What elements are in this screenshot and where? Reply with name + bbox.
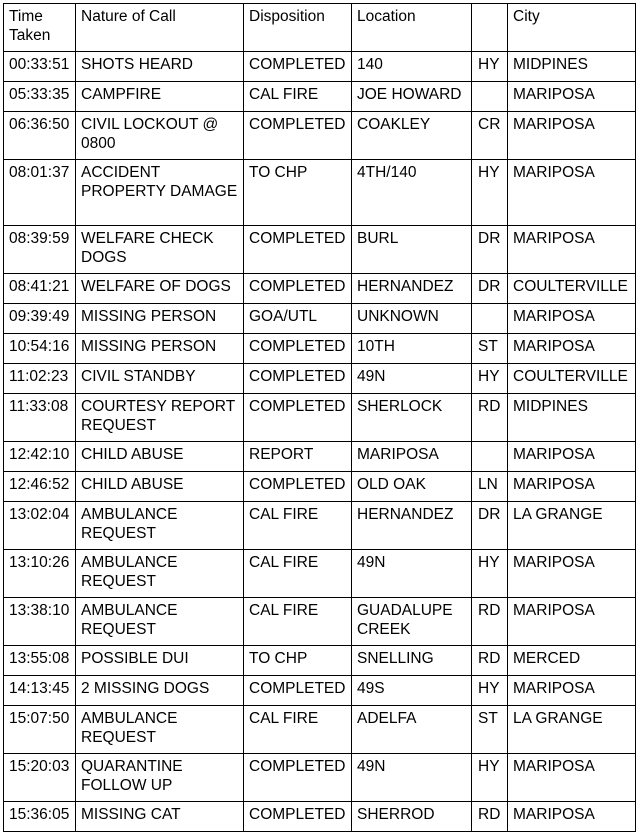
table-row — [4, 676, 636, 706]
disposition-cell: COMPLETED — [244, 274, 352, 304]
city-cell: LA GRANGE — [508, 502, 636, 550]
header-nature-of-call: Nature of Call — [76, 4, 244, 52]
nature-of-call-cell: AMBULANCE REQUEST — [76, 550, 244, 598]
time-cell: 15:20:03 — [4, 754, 76, 802]
city-cell: MARIPOSA — [508, 472, 636, 502]
street-suffix-cell: CR — [472, 112, 508, 160]
table-row — [4, 598, 636, 646]
table-row — [4, 52, 636, 82]
time-cell: 13:10:26 — [4, 550, 76, 598]
time-cell: 12:42:10 — [4, 442, 76, 472]
street-suffix-cell: HY — [472, 364, 508, 394]
nature-of-call-cell: ACCIDENT PROPERTY DAMAGE — [76, 160, 244, 226]
time-cell: 05:33:35 — [4, 82, 76, 112]
table-row — [4, 646, 636, 676]
nature-of-call-cell: COURTESY REPORT REQUEST — [76, 394, 244, 442]
street-suffix-cell: HY — [472, 676, 508, 706]
nature-of-call-cell: CIVIL STANDBY — [76, 364, 244, 394]
location-cell: HERNANDEZ — [352, 274, 472, 304]
street-suffix-cell: RD — [472, 598, 508, 646]
street-suffix-cell: LN — [472, 472, 508, 502]
call-log-table — [3, 3, 636, 832]
time-cell: 06:36:50 — [4, 112, 76, 160]
location-cell: SNELLING — [352, 646, 472, 676]
location-cell: 49N — [352, 550, 472, 598]
street-suffix-cell: HY — [472, 754, 508, 802]
disposition-cell: COMPLETED — [244, 394, 352, 442]
location-cell: 10TH — [352, 334, 472, 364]
header-disposition: Disposition — [244, 4, 352, 52]
disposition-cell: GOA/UTL — [244, 304, 352, 334]
time-cell: 11:02:23 — [4, 364, 76, 394]
city-cell: MARIPOSA — [508, 598, 636, 646]
disposition-cell: REPORT — [244, 442, 352, 472]
city-cell: MERCED — [508, 646, 636, 676]
street-suffix-cell: DR — [472, 226, 508, 274]
street-suffix-cell: ST — [472, 334, 508, 364]
disposition-cell: CAL FIRE — [244, 550, 352, 598]
table-row — [4, 304, 636, 334]
location-cell: 4TH/140 — [352, 160, 472, 226]
city-cell: LA GRANGE — [508, 706, 636, 754]
location-cell: BURL — [352, 226, 472, 274]
table-row — [4, 82, 636, 112]
time-cell: 15:07:50 — [4, 706, 76, 754]
location-cell: JOE HOWARD — [352, 82, 472, 112]
city-cell: MIDPINES — [508, 52, 636, 82]
disposition-cell: CAL FIRE — [244, 598, 352, 646]
disposition-cell: COMPLETED — [244, 334, 352, 364]
time-cell: 13:55:08 — [4, 646, 76, 676]
header-row — [4, 4, 636, 52]
location-cell: 49N — [352, 364, 472, 394]
city-cell: MARIPOSA — [508, 226, 636, 274]
table-row — [4, 160, 636, 226]
city-cell: COULTERVILLE — [508, 274, 636, 304]
nature-of-call-cell: MISSING PERSON — [76, 334, 244, 364]
location-cell: 49N — [352, 754, 472, 802]
location-cell: 140 — [352, 52, 472, 82]
nature-of-call-cell: AMBULANCE REQUEST — [76, 502, 244, 550]
city-cell: MARIPOSA — [508, 334, 636, 364]
city-cell: MARIPOSA — [508, 754, 636, 802]
location-cell: OLD OAK — [352, 472, 472, 502]
nature-of-call-cell: POSSIBLE DUI — [76, 646, 244, 676]
location-cell: COAKLEY — [352, 112, 472, 160]
table-row — [4, 274, 636, 304]
street-suffix-cell: RD — [472, 646, 508, 676]
city-cell: MIDPINES — [508, 394, 636, 442]
time-cell: 13:38:10 — [4, 598, 76, 646]
location-cell: SHERROD — [352, 802, 472, 832]
nature-of-call-cell: QUARANTINE FOLLOW UP — [76, 754, 244, 802]
nature-of-call-cell: MISSING CAT — [76, 802, 244, 832]
table-row — [4, 226, 636, 274]
disposition-cell: CAL FIRE — [244, 502, 352, 550]
nature-of-call-cell: 2 MISSING DOGS — [76, 676, 244, 706]
table-row — [4, 550, 636, 598]
disposition-cell: COMPLETED — [244, 52, 352, 82]
nature-of-call-cell: CAMPFIRE — [76, 82, 244, 112]
disposition-cell: COMPLETED — [244, 802, 352, 832]
table-row — [4, 802, 636, 832]
time-cell: 13:02:04 — [4, 502, 76, 550]
time-cell: 00:33:51 — [4, 52, 76, 82]
city-cell: MARIPOSA — [508, 802, 636, 832]
time-cell: 10:54:16 — [4, 334, 76, 364]
street-suffix-cell: ST — [472, 706, 508, 754]
table-row — [4, 706, 636, 754]
disposition-cell: COMPLETED — [244, 112, 352, 160]
street-suffix-cell: DR — [472, 502, 508, 550]
nature-of-call-cell: CHILD ABUSE — [76, 472, 244, 502]
location-cell: 49S — [352, 676, 472, 706]
location-cell: HERNANDEZ — [352, 502, 472, 550]
time-cell: 14:13:45 — [4, 676, 76, 706]
nature-of-call-cell: SHOTS HEARD — [76, 52, 244, 82]
location-cell: SHERLOCK — [352, 394, 472, 442]
nature-of-call-cell: MISSING PERSON — [76, 304, 244, 334]
time-cell: 15:36:05 — [4, 802, 76, 832]
disposition-cell: COMPLETED — [244, 472, 352, 502]
city-cell: MARIPOSA — [508, 304, 636, 334]
street-suffix-cell: HY — [472, 550, 508, 598]
table-row — [4, 394, 636, 442]
table-row — [4, 472, 636, 502]
nature-of-call-cell: WELFARE CHECK DOGS — [76, 226, 244, 274]
table-row — [4, 334, 636, 364]
header-time-taken: Time Taken — [4, 4, 76, 52]
street-suffix-cell — [472, 304, 508, 334]
city-cell: MARIPOSA — [508, 442, 636, 472]
city-cell: COULTERVILLE — [508, 364, 636, 394]
nature-of-call-cell: AMBULANCE REQUEST — [76, 706, 244, 754]
location-cell: MARIPOSA — [352, 442, 472, 472]
street-suffix-cell: DR — [472, 274, 508, 304]
location-cell: UNKNOWN — [352, 304, 472, 334]
nature-of-call-cell: AMBULANCE REQUEST — [76, 598, 244, 646]
disposition-cell: CAL FIRE — [244, 706, 352, 754]
disposition-cell: TO CHP — [244, 646, 352, 676]
header-location: Location — [352, 4, 472, 52]
street-suffix-cell: HY — [472, 52, 508, 82]
disposition-cell: CAL FIRE — [244, 82, 352, 112]
disposition-cell: COMPLETED — [244, 364, 352, 394]
street-suffix-cell — [472, 82, 508, 112]
disposition-cell: COMPLETED — [244, 754, 352, 802]
city-cell: MARIPOSA — [508, 160, 636, 226]
time-cell: 09:39:49 — [4, 304, 76, 334]
nature-of-call-cell: CHILD ABUSE — [76, 442, 244, 472]
city-cell: MARIPOSA — [508, 550, 636, 598]
table-row — [4, 442, 636, 472]
city-cell: MARIPOSA — [508, 82, 636, 112]
nature-of-call-cell: WELFARE OF DOGS — [76, 274, 244, 304]
location-cell: GUADALUPE CREEK — [352, 598, 472, 646]
street-suffix-cell — [472, 442, 508, 472]
location-cell: ADELFA — [352, 706, 472, 754]
header-city: City — [508, 4, 636, 52]
disposition-cell: TO CHP — [244, 160, 352, 226]
table-row — [4, 502, 636, 550]
nature-of-call-cell: CIVIL LOCKOUT @ 0800 — [76, 112, 244, 160]
street-suffix-cell: RD — [472, 802, 508, 832]
city-cell: MARIPOSA — [508, 676, 636, 706]
table-row — [4, 754, 636, 802]
time-cell: 11:33:08 — [4, 394, 76, 442]
table-row — [4, 364, 636, 394]
time-cell: 08:01:37 — [4, 160, 76, 226]
disposition-cell: COMPLETED — [244, 676, 352, 706]
time-cell: 12:46:52 — [4, 472, 76, 502]
street-suffix-cell: HY — [472, 160, 508, 226]
city-cell: MARIPOSA — [508, 112, 636, 160]
time-cell: 08:39:59 — [4, 226, 76, 274]
disposition-cell: COMPLETED — [244, 226, 352, 274]
street-suffix-cell: RD — [472, 394, 508, 442]
header-street-suffix — [472, 4, 508, 52]
time-cell: 08:41:21 — [4, 274, 76, 304]
table-row — [4, 112, 636, 160]
